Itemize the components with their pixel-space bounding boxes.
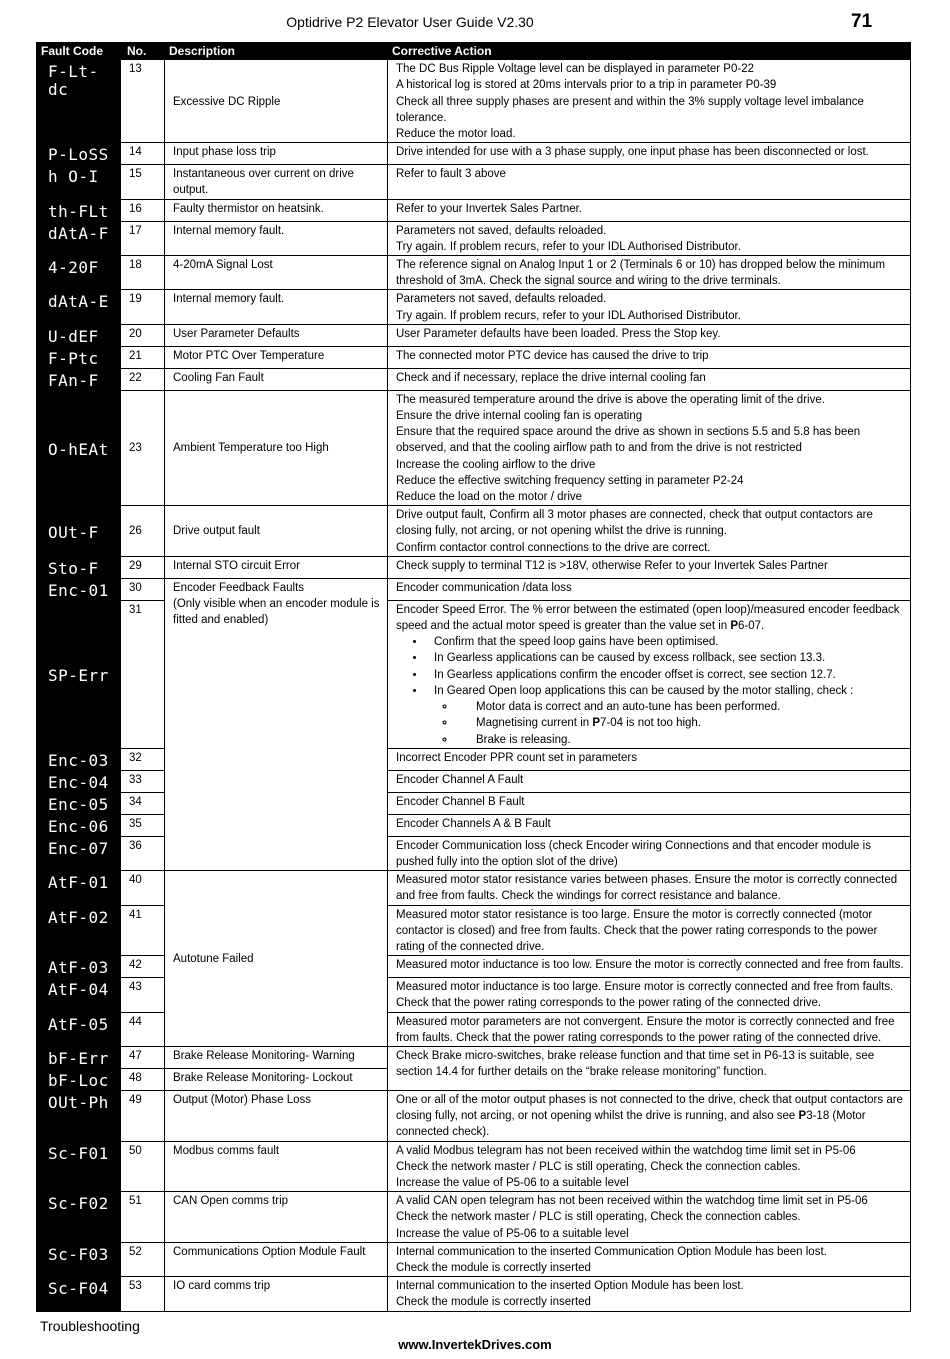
corrective-action	[388, 368, 911, 390]
corrective-action: Check Brake micro-switches, brake release function and that time set in P6-13 is suitable, see section 14.4 for further details on the “brake release monitoring” function.	[388, 1046, 911, 1090]
fault-description: Cooling Fan Fault	[165, 368, 388, 390]
fault-number: 30	[121, 578, 165, 600]
table-row	[37, 390, 911, 505]
corrective-action	[388, 165, 911, 199]
corrective-action: Measured motor parameters are not convergent. Ensure the motor is correctly connected and free from faults. Check that the power rating corresponds to the power rating of the connected drive.	[388, 1012, 911, 1046]
fault-number: 21	[121, 346, 165, 368]
page-number: 71	[851, 11, 873, 32]
fault-description: 4-20mA Signal Lost	[165, 256, 388, 290]
action-line: Increase the value of P5-06 to a suitable level	[396, 1227, 629, 1240]
fault-code: FAn-F	[37, 368, 121, 390]
fault-code: SP-Err	[37, 600, 121, 748]
corrective-action	[388, 1090, 911, 1141]
fault-code: Enc-03	[37, 748, 121, 770]
table-row	[37, 143, 911, 165]
action-line: Check the network master / PLC is still operating, Check the connection cables.	[396, 1160, 801, 1173]
list-item: ◦ Brake is releasing.	[456, 732, 906, 748]
fault-code: Sc-F04	[37, 1277, 121, 1311]
fault-code: F-Ptc	[37, 346, 121, 368]
fault-code: Enc-06	[37, 814, 121, 836]
fault-number: 42	[121, 956, 165, 978]
fault-description: Excessive DC Ripple	[165, 60, 388, 143]
corrective-action	[388, 1277, 911, 1311]
table-row	[37, 1277, 911, 1311]
fault-description: Modbus comms fault	[165, 1141, 388, 1192]
fault-code: OUt-F	[37, 506, 121, 557]
fault-code: Enc-07	[37, 836, 121, 870]
table-row	[37, 506, 911, 557]
action-line: User Parameter defaults have been loaded. Press the Stop key.	[396, 327, 721, 340]
fault-code: OUt-Ph	[37, 1090, 121, 1141]
table-row	[37, 871, 911, 905]
fault-number: 33	[121, 770, 165, 792]
fault-description: Output (Motor) Phase Loss	[165, 1090, 388, 1141]
fault-code: AtF-01	[37, 871, 121, 905]
fault-number: 32	[121, 748, 165, 770]
table-header-row	[37, 43, 911, 60]
fault-code: Enc-04	[37, 770, 121, 792]
fault-code: dAtA-F	[37, 221, 121, 255]
action-line: Drive intended for use with a 3 phase supply, one input phase has been disconnected or lost.	[396, 146, 869, 159]
action-line: Refer to fault 3 above	[396, 168, 506, 181]
action-line: The reference signal on Analog Input 1 or 2 (Terminals 6 or 10) has dropped below the minimum threshold of 3mA. Check the signal source and wiring to the drive terminals.	[396, 259, 886, 288]
fault-description: Ambient Temperature too High	[165, 390, 388, 505]
action-line: Check supply to terminal T12 is >18V, otherwise Refer to your Invertek Sales Partner	[396, 559, 828, 572]
corrective-action	[388, 143, 911, 165]
action-line: Refer to your Invertek Sales Partner.	[396, 202, 583, 215]
action-line: A valid Modbus telegram has not been received within the watchdog time limit set in P5-06	[396, 1144, 856, 1157]
fault-code: dAtA-E	[37, 290, 121, 324]
fault-number: 22	[121, 368, 165, 390]
action-line: Try again. If problem recurs, refer to your IDL Authorised Distributor.	[396, 240, 741, 253]
fault-number: 29	[121, 556, 165, 578]
fault-description: Instantaneous over current on drive output.	[165, 165, 388, 199]
corrective-action	[388, 60, 911, 143]
action-line: Increase the cooling airflow to the drive	[396, 458, 596, 471]
list-item: • In Gearless applications can be caused by excess rollback, see section 13.3.	[426, 650, 906, 666]
action-text: Magnetising current in	[476, 717, 593, 730]
action-text: 7-04 is not too high.	[600, 717, 702, 730]
fault-number: 34	[121, 792, 165, 814]
bullet-list	[396, 634, 906, 699]
action-line: Reduce the effective switching frequency setting in parameter P2-24	[396, 474, 744, 487]
fault-number: 47	[121, 1046, 165, 1068]
action-line: Check the network master / PLC is still operating, Check the connection cables.	[396, 1211, 801, 1224]
corrective-action: Incorrect Encoder PPR count set in parameters	[388, 748, 911, 770]
action-line: Check the module is correctly inserted	[396, 1261, 591, 1274]
fault-description: IO card comms trip	[165, 1277, 388, 1311]
document-title: Optidrive P2 Elevator User Guide V2.30	[286, 14, 534, 30]
corrective-action: Measured motor inductance is too large. Ensure motor is correctly connected and free from faults. Check that the power rating corresponds to the power rating of the connected drive.	[388, 978, 911, 1012]
sub-bullet-list	[396, 699, 906, 748]
column-header-no: No.	[121, 43, 165, 60]
corrective-action	[388, 290, 911, 324]
corrective-action: Encoder communication /data loss	[388, 578, 911, 600]
action-line: Internal communication to the inserted Communication Option Module has been lost.	[396, 1245, 827, 1258]
fault-number: 18	[121, 256, 165, 290]
fault-description: Brake Release Monitoring- Lockout	[165, 1068, 388, 1090]
fault-number: 23	[121, 390, 165, 505]
fault-number: 14	[121, 143, 165, 165]
table-row	[37, 368, 911, 390]
action-bold-text: P	[592, 717, 601, 730]
fault-code: O-hEAt	[37, 390, 121, 505]
fault-description	[165, 578, 388, 870]
fault-code: U-dEF	[37, 324, 121, 346]
table-row	[37, 221, 911, 255]
fault-code: Sc-F01	[37, 1141, 121, 1192]
fault-description: Internal memory fault.	[165, 290, 388, 324]
fault-description: Brake Release Monitoring- Warning	[165, 1046, 388, 1068]
action-line: Increase the value of P5-06 to a suitable level	[396, 1176, 629, 1189]
fault-number: 35	[121, 814, 165, 836]
action-line: Check the module is correctly inserted	[396, 1296, 591, 1309]
fault-code: AtF-04	[37, 978, 121, 1012]
action-text: 6-07.	[738, 620, 765, 633]
fault-code: AtF-05	[37, 1012, 121, 1046]
fault-code: bF-Err	[37, 1046, 121, 1068]
fault-number: 51	[121, 1192, 165, 1243]
fault-description: Autotune Failed	[165, 871, 388, 1047]
table-row	[37, 199, 911, 221]
corrective-action: Measured motor stator resistance is too large. Ensure the motor is correctly connected (motor contactor is closed) and free from faults. Check that the power rating corresponds to the power rating of the connected drive.	[388, 905, 911, 956]
fault-code: 4-20F	[37, 256, 121, 290]
corrective-action	[388, 346, 911, 368]
corrective-action	[388, 256, 911, 290]
fault-code: Enc-05	[37, 792, 121, 814]
action-line	[396, 602, 906, 634]
corrective-action	[388, 324, 911, 346]
fault-number: 40	[121, 871, 165, 905]
corrective-action	[388, 1242, 911, 1276]
fault-number: 43	[121, 978, 165, 1012]
action-line: The connected motor PTC device has caused the drive to trip	[396, 349, 709, 362]
fault-code: AtF-03	[37, 956, 121, 978]
action-line: The DC Bus Ripple Voltage level can be displayed in parameter P0-22	[396, 63, 754, 76]
table-row	[37, 1192, 911, 1243]
corrective-action: Encoder Channel A Fault	[388, 770, 911, 792]
fault-number: 36	[121, 836, 165, 870]
fault-code: th-FLt	[37, 199, 121, 221]
action-bold-text: P	[730, 620, 739, 633]
fault-code: P-LoSS	[37, 143, 121, 165]
fault-number: 26	[121, 506, 165, 557]
fault-number: 53	[121, 1277, 165, 1311]
action-line: Parameters not saved, defaults reloaded.	[396, 293, 607, 306]
fault-description: Internal memory fault.	[165, 221, 388, 255]
fault-number: 15	[121, 165, 165, 199]
action-line: Parameters not saved, defaults reloaded.	[396, 224, 607, 237]
action-line: Drive output fault, Confirm all 3 motor phases are connected, check that output contactors are closing fully, not arcing, or not opening whilst the drive is running.	[396, 509, 873, 538]
action-line: Reduce the load on the motor / drive	[396, 491, 583, 504]
description-line: (Only visible when an encoder module is fitted and enabled)	[173, 598, 380, 627]
fault-description: Communications Option Module Fault	[165, 1242, 388, 1276]
action-line: Internal communication to the inserted Option Module has been lost.	[396, 1280, 744, 1293]
list-item: • In Gearless applications confirm the encoder offset is correct, see section 12.7.	[426, 667, 906, 683]
action-bold-text: P	[798, 1110, 807, 1123]
corrective-action	[388, 1141, 911, 1192]
action-line: Check all three supply phases are present and within the 3% supply voltage level imbalance tolerance.	[396, 95, 864, 124]
action-line: A valid CAN open telegram has not been received within the watchdog time limit set in P5-06	[396, 1195, 868, 1208]
corrective-action: Measured motor stator resistance varies between phases. Ensure the motor is correctly connected and free from faults. Check the windings for correct resistance and balance.	[388, 871, 911, 905]
fault-code: F-Lt-dc	[37, 60, 121, 143]
fault-number: 17	[121, 221, 165, 255]
fault-description: Motor PTC Over Temperature	[165, 346, 388, 368]
fault-code: Sc-F02	[37, 1192, 121, 1243]
fault-code: Enc-01	[37, 578, 121, 600]
corrective-action	[388, 600, 911, 748]
action-text: One or all of the motor output phases is not connected to the drive, check that output contactors are closing fully, not arcing, or not opening whilst the drive is running, and also see	[396, 1093, 903, 1123]
table-row	[37, 290, 911, 324]
corrective-action	[388, 556, 911, 578]
table-row	[37, 1242, 911, 1276]
table-row	[37, 165, 911, 199]
table-row	[37, 60, 911, 143]
column-header-fault-code: Fault Code	[37, 43, 121, 60]
fault-description: User Parameter Defaults	[165, 324, 388, 346]
fault-number: 48	[121, 1068, 165, 1090]
corrective-action	[388, 390, 911, 505]
fault-number: 52	[121, 1242, 165, 1276]
column-header-description: Description	[165, 43, 388, 60]
table-row	[37, 1046, 911, 1068]
fault-number: 49	[121, 1090, 165, 1141]
corrective-action	[388, 199, 911, 221]
fault-number: 16	[121, 199, 165, 221]
list-item: ◦ Motor data is correct and an auto-tune has been performed.	[456, 699, 906, 715]
fault-description: Internal STO circuit Error	[165, 556, 388, 578]
fault-code: bF-Loc	[37, 1068, 121, 1090]
footer-section-name: Troubleshooting	[40, 1318, 140, 1334]
fault-code: Sto-F	[37, 556, 121, 578]
table-row	[37, 1141, 911, 1192]
fault-number: 50	[121, 1141, 165, 1192]
action-text: Encoder Speed Error. The % error between the estimated (open loop)/measured encoder feedback speed and the actual motor speed is greater than the value set in	[396, 603, 900, 633]
fault-number: 44	[121, 1012, 165, 1046]
corrective-action	[388, 506, 911, 557]
column-header-corrective-action: Corrective Action	[388, 43, 911, 60]
fault-number: 20	[121, 324, 165, 346]
fault-number: 31	[121, 600, 165, 748]
table-row	[37, 1090, 911, 1141]
table-row	[37, 324, 911, 346]
fault-code: AtF-02	[37, 905, 121, 956]
list-item: • In Geared Open loop applications this can be caused by the motor stalling, check :	[426, 683, 906, 699]
action-text: 3-18 (Motor connected check).	[396, 1110, 866, 1139]
corrective-action	[388, 1192, 911, 1243]
corrective-action	[388, 221, 911, 255]
fault-description: Faulty thermistor on heatsink.	[165, 199, 388, 221]
corrective-action: Measured motor inductance is too low. Ensure the motor is correctly connected and free from faults.	[388, 956, 911, 978]
table-row	[37, 578, 911, 600]
action-line: Reduce the motor load.	[396, 128, 516, 141]
action-line: Try again. If problem recurs, refer to your IDL Authorised Distributor.	[396, 309, 741, 322]
fault-number: 13	[121, 60, 165, 143]
fault-number: 41	[121, 905, 165, 956]
footer-website-link[interactable]: www.InvertekDrives.com	[398, 1337, 552, 1352]
action-line: A historical log is stored at 20ms intervals prior to a trip in parameter P0-39	[396, 79, 777, 92]
fault-code-table	[36, 42, 911, 1312]
corrective-action: Encoder Communication loss (check Encoder wiring Connections and that encoder module is pushed fully into the option slot of the drive)	[388, 836, 911, 870]
table-row	[37, 346, 911, 368]
action-line: Ensure the drive internal cooling fan is operating	[396, 410, 643, 423]
action-line: Ensure that the required space around the drive as shown in sections 5.5 and 5.8 has been observed, and that the cooling airflow path to and from the drive is not restricted	[396, 426, 861, 455]
fault-code: h O-I	[37, 165, 121, 199]
list-item: • Confirm that the speed loop gains have been optimised.	[426, 634, 906, 650]
action-line: Check and if necessary, replace the drive internal cooling fan	[396, 371, 706, 384]
corrective-action: Encoder Channel B Fault	[388, 792, 911, 814]
fault-code: Sc-F03	[37, 1242, 121, 1276]
list-item	[456, 715, 906, 731]
fault-number: 19	[121, 290, 165, 324]
table-row	[37, 256, 911, 290]
action-line: Confirm contactor control connections to the drive are correct.	[396, 541, 711, 554]
fault-description: Input phase loss trip	[165, 143, 388, 165]
corrective-action: Encoder Channels A & B Fault	[388, 814, 911, 836]
description-line: Encoder Feedback Faults	[173, 581, 305, 594]
fault-description: CAN Open comms trip	[165, 1192, 388, 1243]
fault-description: Drive output fault	[165, 506, 388, 557]
action-line: The measured temperature around the drive is above the operating limit of the drive.	[396, 393, 825, 406]
table-row	[37, 556, 911, 578]
